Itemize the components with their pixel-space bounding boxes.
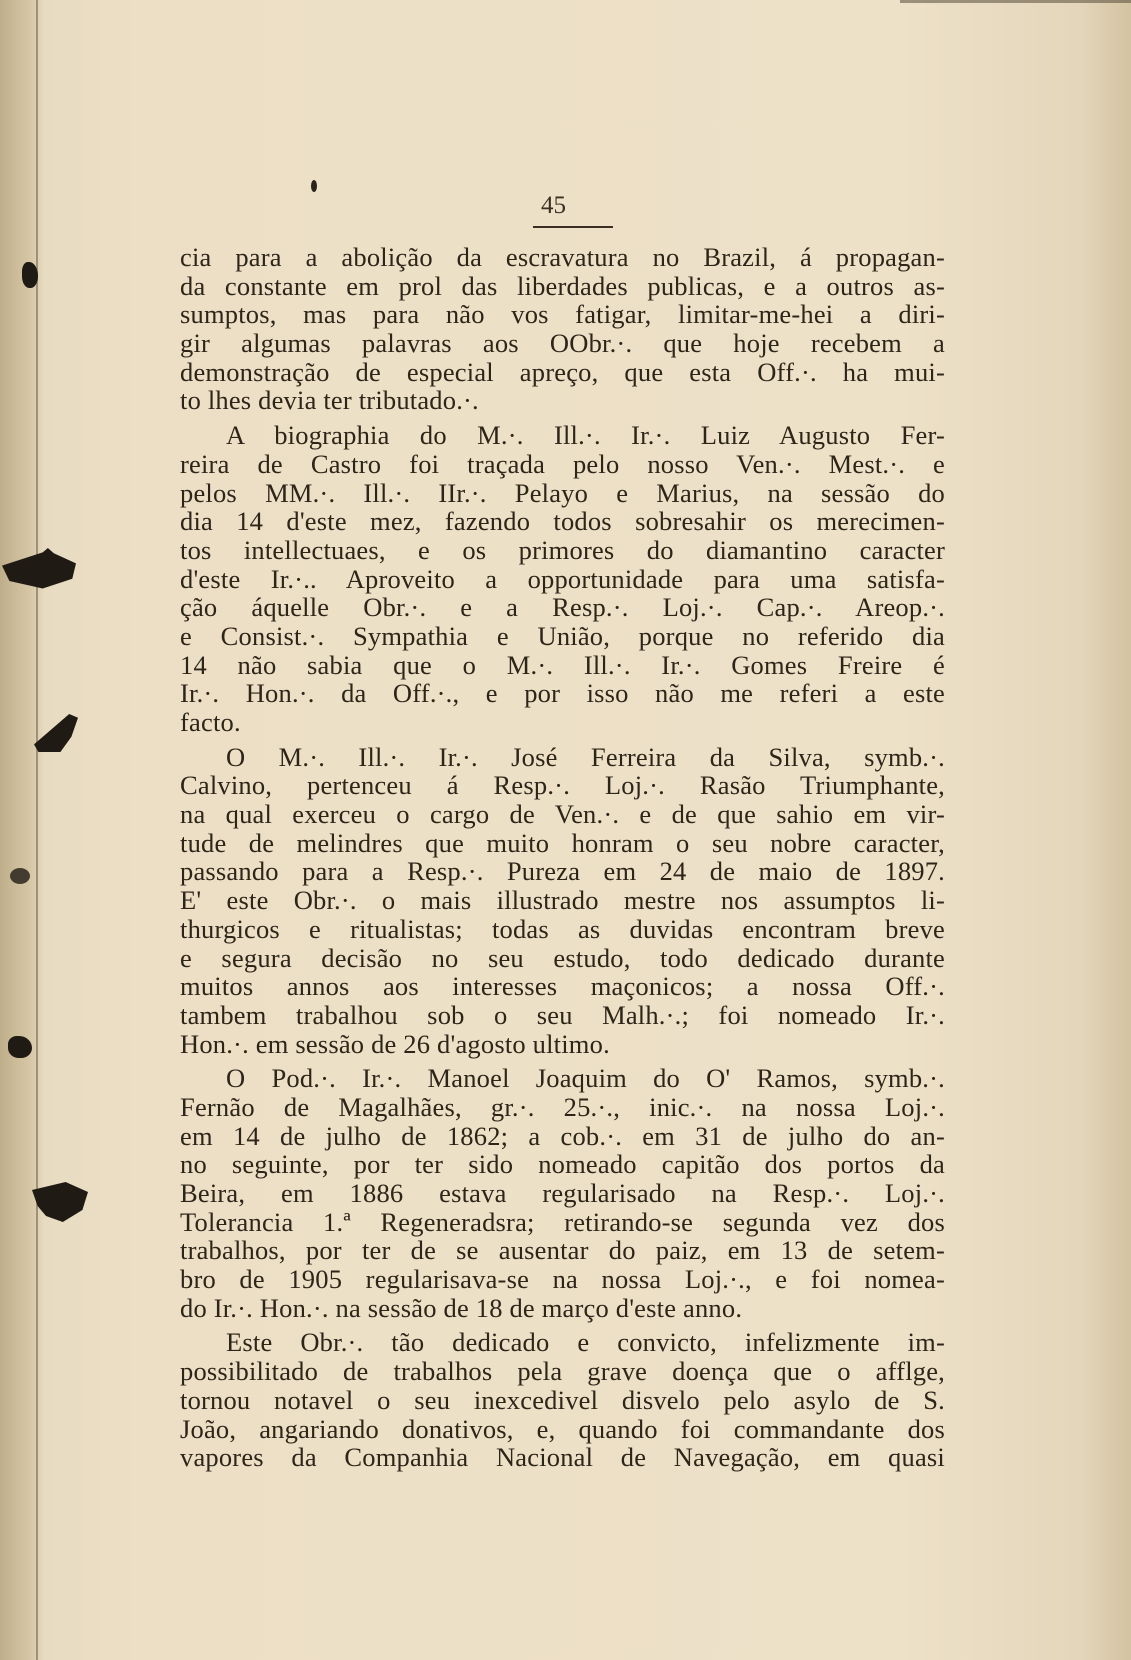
- text-line: thurgicos e ritualistas; todas as duvidas encontram breve: [180, 913, 945, 944]
- text-line: tambem trabalhou sob o seu Malh.·.; foi nomeado Ir.·.: [180, 999, 945, 1030]
- text-line: bro de 1905 regularisava-se na nossa Loj.·., e foi nomea-: [180, 1264, 945, 1295]
- text-line: Calvino, pertenceu á Resp.·. Loj.·. Rasão Triumphante,: [180, 770, 945, 801]
- text-line: tornou notavel o seu inexcedivel disvelo pelo asylo de S.: [180, 1384, 945, 1415]
- text-line: facto.: [180, 707, 241, 737]
- spine-line: [36, 0, 38, 1660]
- text-line: E' este Obr.·. o mais illustrado mestre nos assumptos li-: [180, 885, 945, 916]
- top-edge-mark: [900, 0, 1131, 3]
- text-line: to lhes devia ter tributado.·.: [180, 385, 479, 416]
- paragraph: [180, 1064, 945, 1322]
- text-line: tude de melindres que muito honram o seu nobre caracter,: [180, 827, 945, 858]
- paragraph: [180, 1328, 945, 1471]
- text-line: no seguinte, por ter sido nomeado capitão dos portos da: [180, 1149, 945, 1180]
- paragraph: [180, 421, 945, 737]
- ink-blot: [10, 868, 30, 884]
- text-line: O Pod.·. Ir.·. Manoel Joaquim do O' Ramos, symb.·.: [226, 1063, 945, 1094]
- text-line: sumptos, mas para não vos fatigar, limitar-me-hei a diri-: [180, 299, 945, 330]
- text-line: reira de Castro foi traçada pelo nosso Ven.·. Mest.·. e: [180, 448, 945, 479]
- text-line: Fernão de Magalhães, gr.·. 25.·., inic.·. na nossa Loj.·.: [180, 1091, 945, 1122]
- text-line: Hon.·. em sessão de 26 d'agosto ultimo.: [180, 1028, 610, 1059]
- paragraph: [180, 243, 945, 415]
- ink-dot: [311, 180, 317, 192]
- text-line: demonstração de especial apreço, que esta Off.·. ha mui-: [180, 356, 945, 387]
- text-line: possibilitado de trabalhos pela grave doença que o afflge,: [180, 1356, 945, 1387]
- text-line: pelos MM.·. Ill.·. IIr.·. Pelayo e Marius, na sessão do: [180, 477, 945, 508]
- text-line: Tolerancia 1.ª Regeneradsra; retirando-se segunda vez dos: [180, 1206, 945, 1237]
- text-line: Este Obr.·. tão dedicado e convicto, infelizmente im-: [226, 1327, 945, 1358]
- text-line: gir algumas palavras aos OObr.·. que hoje recebem a: [180, 328, 945, 359]
- text-line: em 14 de julho de 1862; a cob.·. em 31 de julho do an-: [180, 1120, 945, 1151]
- ink-blot: [22, 262, 38, 288]
- text-line: O M.·. Ill.·. Ir.·. José Ferreira da Silva, symb.·.: [226, 741, 945, 772]
- text-line: do Ir.·. Hon.·. na sessão de 18 de março d'este anno.: [180, 1292, 743, 1323]
- text-line: da constante em prol das liberdades publicas, e a outros as-: [180, 270, 945, 301]
- text-line: muitos annos aos interesses maçonicos; a nossa Off.·.: [180, 971, 945, 1002]
- text-line: 14 não sabia que o M.·. Ill.·. Ir.·. Gomes Freire é: [180, 649, 945, 680]
- text-line: João, angariando donativos, e, quando foi commandante dos: [180, 1413, 945, 1444]
- ink-blot: [8, 1036, 32, 1058]
- page-number: 45: [533, 192, 613, 228]
- text-line: d'este Ir.·.. Aproveito a opportunidade para uma satisfa-: [180, 563, 945, 594]
- text-line: dia 14 d'este mez, fazendo todos sobresahir os merecimen-: [180, 506, 945, 537]
- text-line: cia para a abolição da escravatura no Brazil, á propagan-: [180, 242, 945, 272]
- text-line: ção áquelle Obr.·. e a Resp.·. Loj.·. Cap.·. Areop.·.: [180, 592, 945, 623]
- body-text: [180, 243, 945, 1472]
- text-line: e segura decisão no seu estudo, todo dedicado durante: [180, 942, 945, 973]
- text-line: Ir.·. Hon.·. da Off.·., e por isso não me referi a este: [180, 678, 945, 709]
- text-line: tos intellectuaes, e os primores do diamantino caracter: [180, 534, 945, 565]
- text-line: vapores da Companhia Nacional de Navegação, em quasi: [180, 1442, 945, 1473]
- text-line: A biographia do M.·. Ill.·. Ir.·. Luiz Augusto Fer-: [226, 420, 945, 451]
- text-line: e Consist.·. Sympathia e União, porque no referido dia: [180, 620, 945, 651]
- text-line: passando para a Resp.·. Pureza em 24 de maio de 1897.: [180, 856, 945, 887]
- paragraph: [180, 743, 945, 1059]
- text-line: trabalhos, por ter de se ausentar do paiz, em 13 de setem-: [180, 1235, 945, 1266]
- text-line: Beira, em 1886 estava regularisado na Resp.·. Loj.·.: [180, 1178, 945, 1208]
- text-line: na qual exerceu o cargo de Ven.·. e de que sahio em vir-: [180, 799, 945, 830]
